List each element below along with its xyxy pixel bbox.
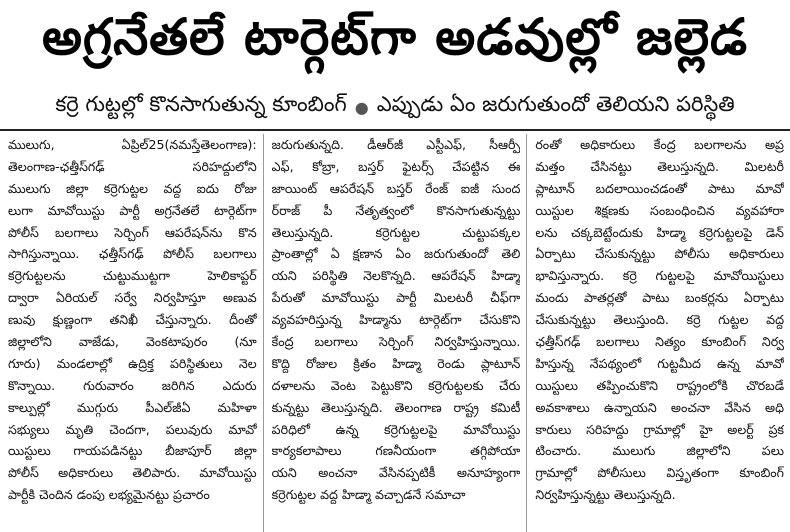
article-line: జాయింట్ ఆపరేషన్ బస్తర్ రేంజ్ ఐజీ సుంద <box>271 180 521 196</box>
article-line: రంతో అధికారులు కేంద్ర బలగాలను అప్ర <box>535 137 785 152</box>
article-line: కర్రెగుట్టల వద్ద హిడ్మా వచ్చాడనే సమాచా <box>271 487 466 503</box>
article-line: గూరు) మండలాల్లో ఉద్రిక్త పరిస్థితులు నెల <box>8 355 257 371</box>
article-line: తెలంగాణ-ఛత్తీస్‌గఢ్ సరిహద్దులోని <box>8 158 257 174</box>
article-line: ఛత్తీస్‌గఢ్ బలగాలు నిత్యం కూంబింగ్ నిర్వ <box>535 334 785 350</box>
subheadline <box>0 86 790 128</box>
article-line: ద్వారా ఏరియల్ సర్వే నిర్వహిస్తూ అణువ <box>8 290 257 306</box>
article-line: భావిస్తున్నారు. కర్రె గుట్టలపై మావోయిస్టులు <box>535 268 785 284</box>
subheadline-left: కర్రె గుట్టల్లో కొనసాగుతున్న కూంబింగ్ <box>55 92 347 116</box>
article-line: కొద్ది రోజుల క్రితం హిడ్మా రెండు ప్లాటూన్ <box>271 355 521 371</box>
article-line: సభ్యులు మృతి చెందగా, పలువురు మావో <box>8 421 257 437</box>
article-line: జిల్లాలోని వాజేడు, వెంకటాపురం (నూ <box>8 334 257 350</box>
article-column-2 <box>263 134 527 532</box>
article-column-3 <box>526 134 790 532</box>
article-line: నిర్వహిస్తున్నట్టు తెలుస్తున్నది. <box>535 487 676 503</box>
article-line: యిస్టులు గాయపడినట్టు బీజాపూర్ జిల్లా <box>8 443 257 459</box>
article-column-1 <box>0 134 263 532</box>
article-line: యిస్టులు తప్పించుకొని రాష్ట్రంలోకి చొరబడే <box>535 377 785 393</box>
article-line: యని అంచనా వేసినప్పటికీ అనూహ్యంగా <box>271 465 521 481</box>
article-line: ప్రాంతాల్లో ఏ క్షణాన ఏం జరుగుతుందో తెలి <box>271 246 521 262</box>
article-body <box>0 134 790 532</box>
article-line: మత్తం చేసినట్టు తెలుస్తున్నది. మిలటరీ <box>535 158 785 174</box>
headline: అగ్రనేతలే టార్గెట్‌గా అడవుల్లో జల్లెడ <box>41 7 749 66</box>
article-line: యిస్టుల శిక్షణకు సంబంధించిన వ్యవహారా <box>535 202 785 218</box>
article-line: తెలుస్తున్నది. కర్రెగుట్టల చుట్టుపక్కల <box>271 224 521 240</box>
article-line: సాగిస్తున్నాయి. ఛత్తీస్‌గఢ్ పోలీస్ బలగాలు <box>8 246 257 262</box>
article-line: పరిధిలో ఉన్న కర్రెగుట్టలపై మావోయిస్టు <box>271 421 521 437</box>
article-line: ములుగు జిల్లా కర్రెగుట్టల వద్ద ఐదు రోజు <box>8 180 257 196</box>
article-line: పార్టీకి చెందిన డంపు లభ్యమైనట్టు ప్రచారం <box>8 487 210 503</box>
article-line: యని పరిస్థితి నెలకొన్నది. ఆపరేషన్ హిడ్మా <box>271 268 521 284</box>
article-line: కారులు సరిహద్దు గ్రామాల్లో హై అలర్ట్ ప్రక <box>535 421 785 437</box>
article-line: ఏర్పాటు చేసుకున్నట్టు పోలీసు అధికారులు <box>535 246 785 262</box>
article-line: జరుగుతున్నది. డీఆర్‌జీ ఎస్టీఎఫ్, సీఆర్పీ <box>271 137 521 152</box>
article-line: కున్నట్టు తెలుస్తున్నది. తెలంగాణ రాష్ట్ర కమిటీ <box>271 399 521 415</box>
article-line: కర్రెగుట్టలను చుట్టుముట్టగా హెలికాప్టర్ <box>8 268 257 284</box>
article-line: కార్యకలాపాలు గణనీయంగా తగ్గిపోయా <box>271 443 521 459</box>
article-line: ణువు క్షుణ్ణంగా తనిఖీ చేస్తున్నారు. దీంతో <box>8 312 257 328</box>
article-line: పేరుతో మావోయిస్టు పార్టీ మిలటరీ చీఫ్‌గా <box>271 290 521 306</box>
bullet-icon: ● <box>354 97 369 117</box>
article-line: చేసుకున్నట్టు తెలుస్తుంది. కర్రె గుట్టల వద్ద <box>535 312 785 328</box>
article-line: టించారు. ములుగు జిల్లాలోని పలు <box>535 443 785 459</box>
article-line: ప్లాటూన్ బదలాయించడంతో పాటు మావో <box>535 180 785 196</box>
article-line: దళాలను వెంట పెట్టుకొని కర్రెగుట్టలకు చేరు <box>271 377 521 393</box>
article-line: కాల్పుల్లో ముగ్గురు పీఎల్‌జీఏ మహిళా <box>8 399 257 415</box>
article-line: అవకాశాలు ఉన్నాయని అంచనా వేసిన అధి <box>535 399 785 415</box>
article-line: కేంద్ర బలగాలు సెర్చింగ్ నిర్వహిస్తున్నాయి. <box>271 334 521 350</box>
article-line: హిస్తున్న నేపథ్యంలో గుట్టమీద ఉన్న మావో <box>535 355 785 371</box>
article-line: కొన్నాయి. గురువారం జరిగిన ఎదురు <box>8 377 257 393</box>
article-line: గ్రామాల్లో పోలీసులు విస్తృతంగా కూంబింగ్ <box>535 465 785 481</box>
article-line: లుగా మావోయిస్టు పార్టీ అగ్రనేతలే టార్గెట్‌గా <box>8 202 257 218</box>
article-line: పోలీస్ అధికారులు తెలిపారు. మావోయిస్టు <box>8 465 257 481</box>
article-line: ర్‌రాజ్ పీ నేతృత్వంలో కొనసాగుతున్నట్టు <box>271 202 521 218</box>
article-line: ఎఫ్, కోబ్రా, బస్తర్ ఫైటర్స్ చేపట్టిన ఈ <box>271 158 521 174</box>
subheadline-right: ఎప్పుడు ఏం జరుగుతుందో తెలియని పరిస్థితి <box>376 92 735 116</box>
article-line: పోలీస్ బలగాలు సెర్చింగ్ ఆపరేషన్‌ను కొన <box>8 224 257 240</box>
article-line: వ్యవహరిస్తున్న హిడ్మాను టార్గెట్‌గా చేసుకొని <box>271 312 521 328</box>
article-line: మందు పాతర్లతో పాటు బంకర్లను ఏర్పాటు <box>535 290 785 306</box>
article-line: లను చక్కబెట్టేందుకు హిడ్మా కర్రెగుట్టలపై డెన్ <box>535 224 785 240</box>
divider <box>0 129 790 131</box>
article-line: ములుగు, ఏప్రిల్‌25(నమస్తేతెలంగాణ): <box>8 137 257 152</box>
